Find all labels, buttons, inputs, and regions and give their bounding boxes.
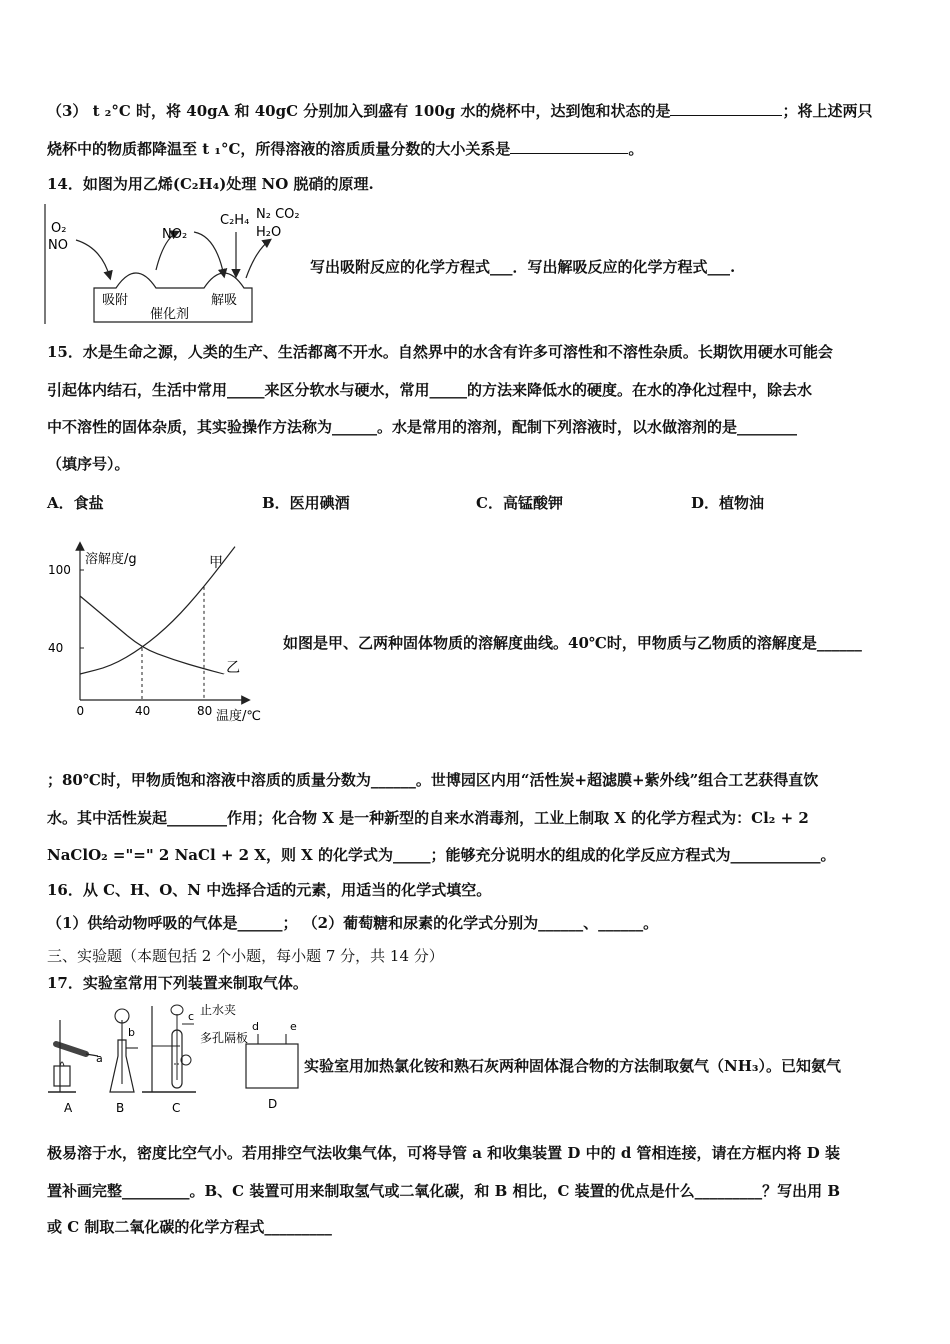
q13-part3-line2	[47, 139, 643, 159]
q13-text-c: 烧杯中的物质都降温至 t ₁°C，所得溶液的溶质质量分数的大小关系是	[47, 140, 511, 158]
q17-line4: 或 C 制取二氧化碳的化学方程式_________	[47, 1218, 332, 1236]
label-products2: H₂O	[256, 225, 282, 240]
label-catalyst: 催化剂	[150, 307, 190, 322]
label-d-tube: d	[252, 1020, 259, 1033]
q15-line6: 水。其中活性炭起________作用；化合物 X 是一种新型的自来水消毒剂，工业上制取 X 的化学方程式为：Cl₂ + 2	[47, 809, 809, 827]
option-b[interactable]: B．医用碘酒	[262, 494, 350, 512]
series-label-yi: 乙	[226, 660, 241, 676]
q15-line1: 15．水是生命之源，人类的生产、生活都离不开水。自然界中的水含有许多可溶性和不溶性杂质。长期饮用硬水可能会	[47, 343, 833, 361]
label-no: NO	[48, 238, 68, 253]
q13-text-b: ；将上述两只	[782, 102, 873, 120]
product-arrow	[246, 240, 270, 278]
q17-title: 17．实验室常用下列装置来制取气体。	[47, 974, 308, 992]
label-clamp: 止水夹	[200, 1003, 237, 1017]
q15-line3: 中不溶性的固体杂质，其实验操作方法称为______。水是常用的溶剂，配制下列溶液时，以水做溶剂的是________	[47, 418, 798, 436]
q15-line2: 引起体内结石，生活中常用_____来区分软水与硬水，常用_____的方法来降低水的硬度。在水的净化过程中，除去水	[47, 381, 813, 399]
label-o2: O₂	[51, 221, 67, 236]
q15-graph-question: 如图是甲、乙两种固体物质的溶解度曲线。40℃时，甲物质与乙物质的溶解度是______	[283, 634, 862, 652]
q15-line4: （填序号）。	[47, 455, 130, 473]
label-A: A	[64, 1101, 73, 1115]
label-no2: NO₂	[162, 227, 188, 242]
alcohol-lamp	[54, 1066, 70, 1086]
section3-heading: 三、实验题（本题包括 2 个小题，每小题 7 分，共 14 分）	[47, 947, 444, 965]
label-desorb: 解吸	[211, 293, 238, 308]
option-d[interactable]: D．植物油	[691, 494, 765, 512]
y-tick-label: 40	[48, 641, 64, 655]
option-a[interactable]: A．食盐	[47, 494, 104, 512]
no2-in-arrow	[194, 232, 224, 276]
q15-line5: ；80℃时，甲物质饱和溶液中溶质的质量分数为______。世博园区内用“活性炭+超滤膜+紫外线”组合工艺获得直饮	[47, 771, 819, 789]
answer-blank[interactable]	[510, 139, 628, 154]
y-tick-label: 100	[48, 563, 71, 577]
q16-title: 16．从 C、H、O、N 中选择合适的元素，用适当的化学式填空。	[47, 881, 492, 899]
q14-question: 写出吸附反应的化学方程式___．写出解吸反应的化学方程式___.	[310, 258, 736, 276]
q13-text-a: （3） t ₂°C 时，将 40gA 和 40gC 分别加入到盛有 100g 水的烧杯中，达到饱和状态的是	[47, 102, 671, 120]
label-e-tube: e	[290, 1020, 297, 1033]
label-D: D	[268, 1097, 278, 1111]
label-products1: N₂ CO₂	[256, 207, 300, 222]
q16-sub: （1）供给动物呼吸的气体是______； （2）葡萄糖和尿素的化学式分别为______、______。	[47, 914, 659, 932]
label-a-tube: a	[96, 1052, 103, 1065]
label-c-tube: c	[188, 1010, 195, 1023]
q13-text-d: 。	[628, 140, 644, 158]
denitration-diagram	[44, 200, 314, 328]
lab-apparatus-diagram	[46, 1000, 304, 1118]
label-C: C	[172, 1101, 181, 1115]
q14-title: 14．如图为用乙烯(C₂H₄)处理 NO 脱硝的原理.	[47, 175, 374, 193]
q15-line7: NaClO₂ ="=" 2 NaCl + 2 X，则 X 的化学式为_____；能够充分说明水的组成的化学反应方程式为____________。	[47, 846, 836, 864]
collection-box-d	[246, 1044, 298, 1088]
q17-line2: 极易溶于水，密度比空气小。若用排空气法收集气体，可将导管 a 和收集装置 D 中的 d 管相连接，请在方框内将 D 装	[47, 1144, 841, 1162]
label-b-tube: b	[128, 1026, 135, 1039]
q17-line1: 实验室用加热氯化铵和熟石灰两种固体混合物的方法制取氨气（NH₃）。已知氨气	[304, 1057, 841, 1075]
x-tick-label: 0	[76, 704, 85, 718]
solubility-chart	[40, 540, 280, 726]
label-plate: 多孔隔板	[200, 1031, 249, 1045]
q13-part3-line1	[47, 101, 873, 121]
series-label-jia: 甲	[209, 555, 223, 571]
answer-blank[interactable]	[670, 101, 782, 116]
y-axis-label: 溶解度/g	[85, 552, 137, 567]
reactant-arrow	[76, 240, 110, 278]
funnel-c	[171, 1005, 183, 1015]
x-tick-label: 80	[197, 704, 213, 718]
q17-line3: 置补画完整_________。B、C 装置可用来制取氢气或二氧化碳，和 B 相比，C 装置的优点是什么_________？写出用 B	[47, 1182, 841, 1200]
option-c[interactable]: C．高锰酸钾	[476, 494, 563, 512]
x-axis-label: 温度/℃	[216, 709, 261, 724]
x-tick-label: 40	[135, 704, 151, 718]
series-line-yi	[80, 596, 224, 674]
label-c2h4: C₂H₄	[220, 213, 250, 228]
label-B: B	[116, 1101, 125, 1115]
label-adsorb: 吸附	[102, 293, 129, 308]
